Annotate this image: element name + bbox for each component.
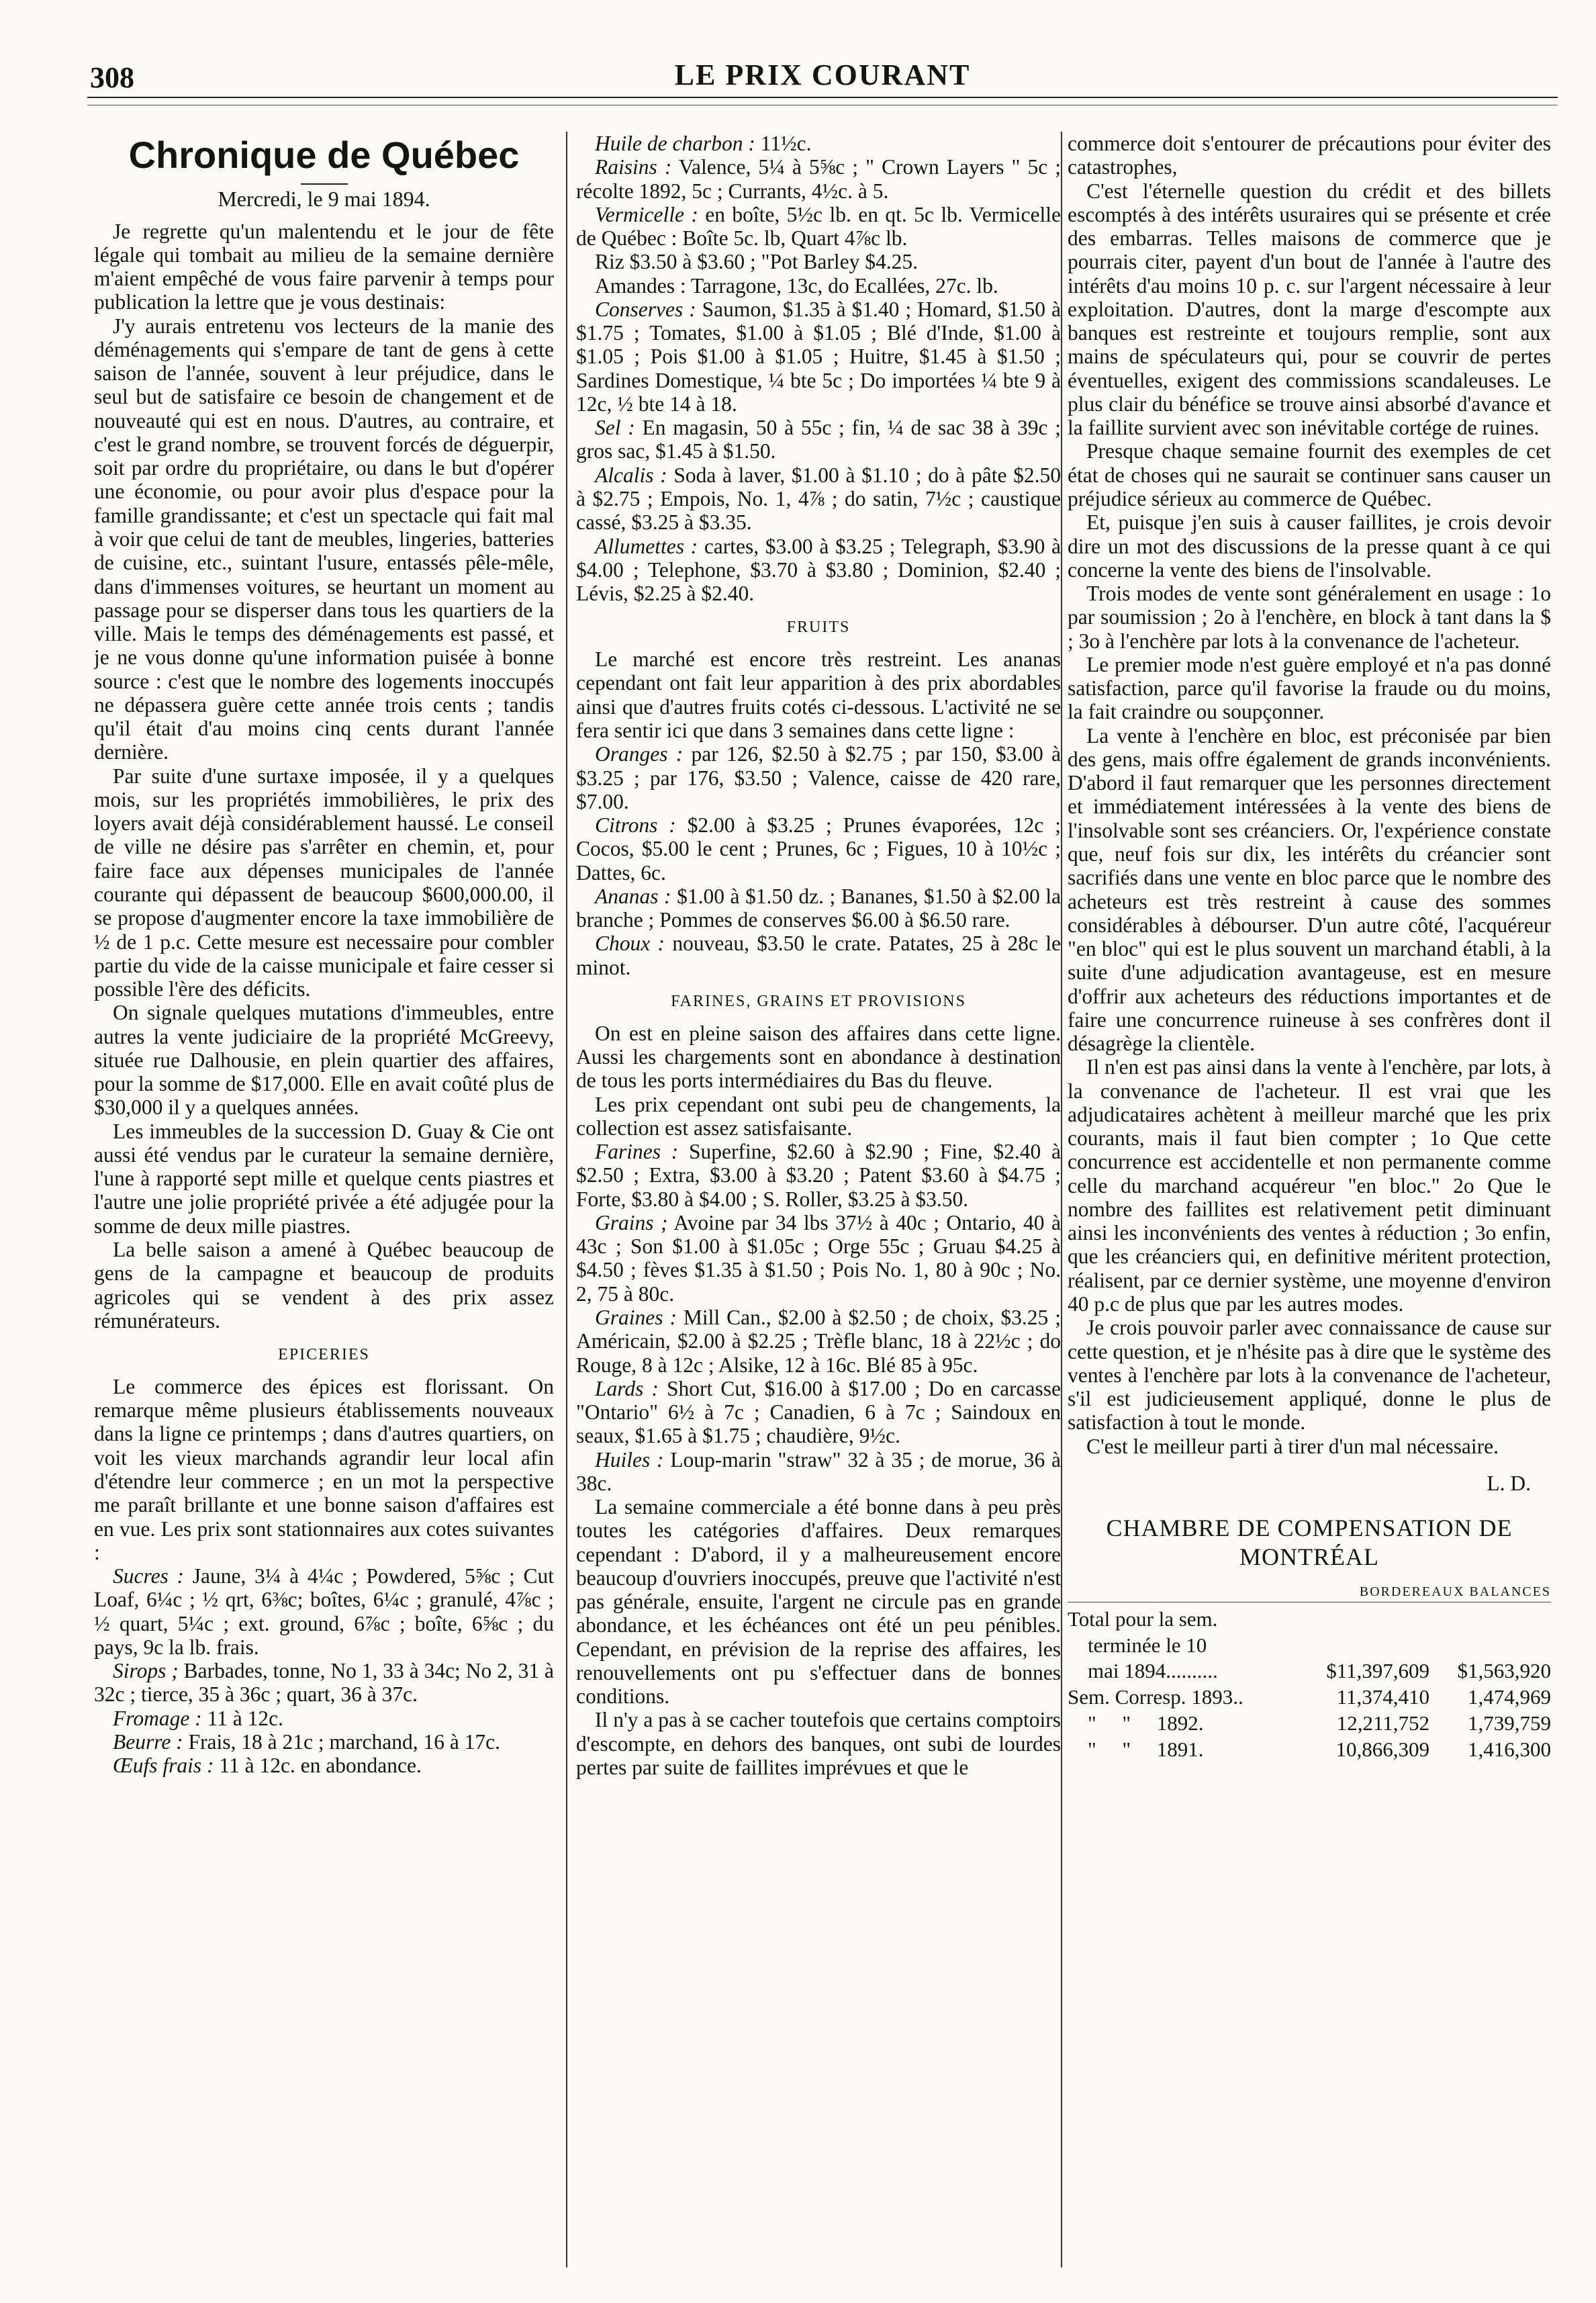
- price-item-label: Sucres :: [113, 1564, 185, 1588]
- price-item: [576, 416, 1061, 463]
- price-item: [576, 1448, 1061, 1496]
- price-item: [576, 250, 1061, 273]
- row-label: " " 1892.: [1088, 1711, 1204, 1735]
- price-item-label: Beurre :: [113, 1729, 183, 1754]
- paragraph: Il n'y a pas à se cacher toutefois que certains comptoirs d'escompte, en dehors des banques, ont subi de lourdes pertes par suite de faillites imprévues et que le: [576, 1708, 1061, 1780]
- column-2: [576, 132, 1061, 2267]
- bordereaux-value: [1296, 1607, 1430, 1633]
- price-item-text: Avoine par 34 lbs 37½ à 40c ; Ontario, 40 à 43c ; Son $1.00 à $1.05c ; Orge 55c ; Gruau $4.25 à $4.50 ; fèves $1.35 à $1.50 ; Pois No. 1, 80 à 90c ; No. 2, 75 à 80c.: [576, 1210, 1061, 1306]
- title-rule: [301, 183, 348, 185]
- bordereaux-value: 10,866,309: [1335, 1737, 1430, 1761]
- price-item-text: Mill Can., $2.00 à $2.50 ; de choix, $3.25 ; Américain, $2.00 à $2.25 ; Trèfle blanc, 18 à 22½c ; do Rouge, 8 à 12c ; Alsike, 12 à 16c. Blé 85 à 95c.: [576, 1305, 1061, 1377]
- page-number: 308: [90, 61, 134, 94]
- section-heading-farines: FARINES, GRAINS ET PROVISIONS: [671, 992, 966, 1010]
- price-item-label: Graines :: [595, 1305, 677, 1329]
- price-item-text: 11½c.: [755, 132, 812, 155]
- balances-value: [1429, 1607, 1551, 1633]
- price-item-text: par 126, $2.50 à $2.75 ; par 150, $3.00 à $3.25 ; par 176, $3.50 ; Valence, caisse de 420 rare, $7.00.: [576, 742, 1061, 813]
- row-label: mai 1894..........: [1088, 1659, 1218, 1683]
- paragraph: Trois modes de vente sont généralement en usage : 1o par soumission ; 2o à l'enchère, en block à tant dans la $ ; 3o à l'enchère par lots à la convenance de l'acheteur.: [1068, 582, 1551, 653]
- paragraph: Presque chaque semaine fournit des exemples de cet état de choses qui ne saurait se continuer sans causer un préjudice sérieux au commerce de Québec.: [1068, 439, 1551, 510]
- price-item: [576, 535, 1061, 606]
- paragraph: Le marché est encore très restreint. Les ananas cependant ont fait leur apparition à des prix abordables ainsi que d'autres fruits cotés ci-dessous. L'activité ne se fera sentir ici que dans 3 semaines dans cette ligne :: [576, 647, 1061, 742]
- bordereaux-value: 11,374,410: [1336, 1685, 1430, 1709]
- paragraph: Par suite d'une surtaxe imposée, il y a quelques mois, sur les propriétés immobilières, le prix des loyers avait déjà considérablement haussé. Le conseil de ville ne désire pas s'arrêter en chemin, et, pour faire face aux dépenses municipales de l'année courante qui dépassent de beaucoup $600,000.00, il se propose d'augmenter encore la taxe immobilière de ½ de 1 p.c. Cette mesure est necessaire pour combler partie du vide de la caisse municipale et faire cesser si possible l'ère des déficits.: [94, 764, 554, 1001]
- paragraph: J'y aurais entretenu vos lecteurs de la manie des déménagements qui s'empare de tant de gens à cette saison de l'année, souvent à leur préjudice, dans le seul but de satisfaire ce besoin de changement et de nouveauté qui est en nous. D'autres, au contraire, et c'est le grand nombre, se trouvent forcés de déguerpir, soit par ordre du propriétaire, ou dans le but d'opérer une économie, ou pour avoir plus d'espace pour la famille grandissante; et c'est un spectacle qui fait mal à voir que celui de tant de meubles, lingeries, batteries de cuisine, etc., suintant l'usure, entassés pêle-mêle, dans d'immenses voitures, se heurtant un moment au passage pour se disperser dans tous les quartiers de la ville. Mais le temps des déménagements est passé, et je ne vous donne qu'une information puisée à bonne source : c'est que le nombre des logements inoccupés ne dépassera guère cette année trois cents ; tandis qu'il était d'au moins cinq cents durant l'année dernière.: [94, 314, 554, 764]
- price-item: [94, 1564, 554, 1659]
- price-item-label: Sel :: [595, 416, 635, 440]
- price-item-text: Valence, 5¼ à 5⅝c ; " Crown Layers " 5c ; récolte 1892, 5c ; Currants, 4½c. à 5.: [576, 155, 1061, 203]
- price-item: [576, 1211, 1061, 1306]
- price-item-text: Saumon, $1.35 à $1.40 ; Homard, $1.50 à $1.75 ; Tomates, $1.00 à $1.05 ; Blé d'Inde, $1.00 à $1.05 ; Pois $1.00 à $1.05 ; Huitre, $1.45 à $1.50 ; Sardines Domestique, ¼ bte 5c ; Do importées ¼ bte 9 à 12c, ½ bte 14 à 18.: [576, 297, 1061, 416]
- balances-value: $1,563,920: [1457, 1659, 1551, 1683]
- paragraph: Je crois pouvoir parler avec connaissance de cause sur cette question, et je n'hésite pas à dire que le système des ventes à l'enchère par lots à la convenance de l'acheteur, s'il est judicieusement appliqué, donne le plus de satisfaction à tout le monde.: [1068, 1316, 1551, 1435]
- price-item-label: Huiles :: [595, 1447, 664, 1472]
- price-item-text: 11 à 12c. en abondance.: [214, 1754, 422, 1778]
- price-item: [576, 813, 1061, 885]
- price-item: [576, 298, 1061, 416]
- paragraph: La semaine commerciale a été bonne dans à peu près toutes les catégories d'affaires. Deux remarques cependant : D'abord, il y a malheureusement encore beaucoup d'ouvriers inoccupés, preuve que l'activité n'est pas générale, ensuite, l'argent ne circule pas en grande abondance, et les échéances ont été un peu pénibles. Cependant, en prévision de la reprise des affaires, les renouvellements ont pu s'effectuer dans de bonnes conditions.: [576, 1495, 1061, 1709]
- price-item: [576, 742, 1061, 813]
- price-item-text: 11 à 12c.: [201, 1706, 283, 1730]
- paragraph: Le premier mode n'est guère employé et n'a pas donné satisfaction, parce qu'il favorise la fraude ou du moins, la fait craindre ou soupçonner.: [1068, 652, 1551, 724]
- paragraph: Les prix cependant ont subi peu de changements, la collection est assez satisfaisante.: [576, 1092, 1061, 1140]
- price-item-text: $2.00 à $3.25 ; Prunes évaporées, 12c ; Cocos, $5.00 le cent ; Prunes, 6c ; Figues, 10 à 10½c ; Dattes, 6c.: [576, 813, 1061, 885]
- price-item-text: Barbades, tonne, No 1, 33 à 34c; No 2, 31 à 32c ; tierce, 35 à 36c ; quart, 36 à 37c.: [94, 1659, 554, 1707]
- price-item: [576, 885, 1061, 932]
- page-header: [87, 48, 1558, 98]
- price-item-label: Grains ;: [595, 1210, 668, 1234]
- price-item: [576, 1306, 1061, 1377]
- balances-value: [1429, 1633, 1551, 1659]
- price-item: [576, 463, 1061, 535]
- bordereaux-value: [1296, 1633, 1430, 1659]
- row-label: " " 1891.: [1088, 1737, 1204, 1761]
- paragraph: On est en pleine saison des affaires dans cette ligne. Aussi les chargements sont en abondance à destination de tous les ports intermédiaires du Bas du fleuve.: [576, 1021, 1061, 1093]
- price-item: [576, 132, 1061, 155]
- price-item-label: Allumettes :: [595, 534, 698, 558]
- paragraph: La vente à l'enchère en bloc, est préconisée par bien des gens, mais offre également de grands inconvénients. D'abord il faut remarquer que les personnes directement et immédiatement intéressées à la vente des biens de l'insolvable sont ses créanciers. Or, l'expérience constate que, neuf fois sur dix, les intérêts du créancier sont sacrifiés dans une vente en bloc parce que le nombre des acheteurs est très restreint à cause des sommes considérables à débourser. D'un autre côté, l'acquéreur "en bloc" qui est le plus souvent un marchand établi, à la suite d'une adjudication avantageuse, est en mesure d'offrir aux acheteurs des réductions importantes et de faire une concurrence ruineuse à ses confrères dont il désagrège la clientèle.: [1068, 723, 1551, 1056]
- paragraph: Et, puisque j'en suis à causer faillites, je crois devoir dire un mot des discussions de la presse quant à ce qui concerne la vente des biens de l'insolvable.: [1068, 510, 1551, 582]
- price-item-label: Ananas :: [595, 884, 671, 908]
- price-item-text: Short Cut, $16.00 à $17.00 ; Do en carcasse "Ontario" 6½ à 7c ; Canadien, 6 à 7c ; Saindoux en seaux, $1.65 à $1.75 ; chaudière, 9½c.: [576, 1376, 1061, 1448]
- column-1: [94, 132, 554, 2267]
- paragraph: La belle saison a amené à Québec beaucoup de gens de la campagne et beaucoup de produits agricoles qui se vendent à des prix assez rémunérateurs.: [94, 1237, 554, 1333]
- article-date: Mercredi, le 9 mai 1894.: [218, 186, 430, 211]
- price-item-label: Citrons :: [595, 813, 676, 838]
- paragraph: C'est le meilleur parti à tirer d'un mal nécessaire.: [1086, 1434, 1499, 1458]
- balances-value: 1,474,969: [1468, 1685, 1551, 1709]
- price-item-text: Loup-marin "straw" 32 à 35 ; de morue, 36 à 38c.: [576, 1447, 1061, 1495]
- column-divider: [566, 132, 567, 2267]
- price-item-text: Soda à laver, $1.00 à $1.10 ; do à pâte $2.50 à $2.75 ; Empois, No. 1, 4⅞ ; do satin, 7½c ; caustique cassé, $3.25 à $3.35.: [576, 463, 1061, 535]
- balances-value: 1,739,759: [1468, 1711, 1551, 1735]
- price-item-text: Superfine, $2.60 à $2.90 ; Fine, $2.40 à $2.50 ; Extra, $3.00 à $3.20 ; Patent $3.60 à $4.75 ; Forte, $3.80 à $4.00 ; S. Roller, $3.25 à $3.50.: [576, 1140, 1061, 1211]
- price-item-label: Choux :: [595, 932, 665, 956]
- paragraph: Il n'en est pas ainsi dans la vente à l'enchère, par lots, à la convenance de l'acheteur. Il est vrai que les adjudicataires achètent à meilleur marché que les prix courants, mais il faut bien compter ; 1o Que cette concurrence est accidentelle et non permanente comme celle du marchand acquéreur "en bloc." 2o Que le nombre des faillites est relativement petit diminuant ainsi les inconvénients des ventes à réduction ; 3o enfin, que les créanciers qui, en definitive méritent protection, réalisent, par ce dernier système, une moyenne d'environ 40 p.c de plus que par les autres modes.: [1068, 1055, 1551, 1316]
- table-row: [1068, 1737, 1551, 1763]
- price-item-text: en boîte, 5½c lb. en qt. 5c lb. Vermicelle de Québec : Boîte 5c. lb, Quart 4⅞c lb.: [576, 202, 1061, 251]
- bordereaux-value: $11,397,609: [1326, 1659, 1430, 1683]
- price-item-label: Œufs frais :: [113, 1754, 214, 1778]
- table-row: [1068, 1633, 1551, 1659]
- price-item-text: nouveau, $3.50 le crate. Patates, 25 à 28c le minot.: [576, 932, 1061, 979]
- price-item-text: cartes, $3.00 à $3.25 ; Telegraph, $3.90 à $4.00 ; Telephone, $3.70 à $3.80 ; Dominion, $2.40 ; Lévis, $2.25 à $2.40.: [576, 534, 1061, 606]
- price-item-label: Alcalis :: [595, 463, 667, 487]
- price-item: [576, 1140, 1061, 1211]
- clearing-table: [1068, 1607, 1551, 1762]
- article-title: Chronique de Québec: [128, 134, 520, 176]
- journal-title: LE PRIX COURANT: [674, 58, 971, 91]
- bordereaux-value: 12,211,752: [1336, 1711, 1430, 1735]
- price-item: [94, 1754, 554, 1777]
- price-item-label: Fromage :: [113, 1706, 202, 1730]
- column-divider: [1061, 132, 1062, 2267]
- section-heading-fruits: FRUITS: [786, 619, 851, 637]
- price-item: [576, 1377, 1061, 1448]
- price-item-label: Lards :: [595, 1376, 659, 1400]
- price-item: [94, 1707, 554, 1730]
- price-item-text: Frais, 18 à 21c ; marchand, 16 à 17c.: [183, 1729, 501, 1754]
- table-row: [1068, 1711, 1551, 1737]
- price-item-label: Huile de charbon :: [595, 132, 755, 155]
- price-item-text: Riz $3.50 à $3.60 ; "Pot Barley $4.25.: [595, 250, 918, 274]
- price-item-label: Conserves :: [595, 297, 696, 321]
- paragraph: C'est l'éternelle question du crédit et des billets escomptés à des intérêts usuraires qui se présente et crée des embarras. Telles maisons de commerce que je pourrais citer, payent d'un bout de l'année à l'autre des intérêts d'au moins 10 p. c. sur l'argent nécessaire à leur exploitation. D'autres, dont la marge d'escompte aux banques est restreinte et toujours remplie, sont aux mains de spéculateurs qui, pour se couvrir de pertes éventuelles, exigent des commissions scandaleuses. Le plus clair du bénéfice se trouve ainsi absorbé d'avance et la faillite survient avec son inévitable cortége de ruines.: [1068, 179, 1551, 440]
- paragraph: Je regrette qu'un malentendu et le jour de fête légale qui tombait au milieu de la semaine dernière m'aient empêché de vous faire parvenir à temps pour publication la lettre que je vous destinais:: [94, 219, 554, 314]
- paragraph: On signale quelques mutations d'immeubles, entre autres la vente judiciaire de la propriété McGreevy, située rue Dalhousie, en plein quartier des affaires, pour la somme de $17,000. Elle en avait coûté plus de $30,000 il y a quelques années.: [94, 1001, 554, 1120]
- price-item: [576, 274, 1061, 298]
- price-item: [576, 155, 1061, 203]
- row-label: terminée le 10: [1088, 1633, 1207, 1657]
- paragraph: Les immeubles de la succession D. Guay & Cie ont aussi été vendus par le curateur la semaine dernière, l'une à rapporté sept mille et quelque cents piastres et l'autre une jolie propriété privée a été adjugée pour la somme de deux mille piastres.: [94, 1119, 554, 1238]
- paragraph: Le commerce des épices est florissant. On remarque même plusieurs établissements nouveaux dans la ligne ce printemps ; dans d'autres quartiers, on voit les vieux marchands agrandir leur local afin d'étendre leur commerce ; en un mot la perspective me paraît brillante et une bonne saison d'affaires est en vue. Les prix sont stationnaires aux cotes suivantes :: [94, 1374, 554, 1564]
- price-item-label: Farines :: [595, 1140, 679, 1164]
- price-item: [576, 203, 1061, 251]
- price-item-label: Sirops ;: [113, 1659, 179, 1683]
- price-item-text: Amandes : Tarragone, 13c, do Ecallées, 27c. lb.: [595, 273, 998, 298]
- section-heading-epiceries: EPICERIES: [278, 1346, 370, 1364]
- price-item-text: En magasin, 50 à 55c ; fin, ¼ de sac 38 à 39c ; gros sac, $1.45 à $1.50.: [576, 416, 1061, 463]
- price-item-label: Raisins :: [595, 155, 672, 179]
- row-label: Sem. Corresp. 1893..: [1068, 1685, 1243, 1709]
- table-row: [1068, 1658, 1551, 1684]
- author-signature: L. D.: [1487, 1471, 1531, 1495]
- price-item-label: Oranges :: [595, 742, 684, 766]
- paragraph: commerce doit s'entourer de précautions pour éviter des catastrophes,: [1068, 132, 1551, 179]
- price-item: [94, 1730, 554, 1754]
- row-label: Total pour la sem.: [1068, 1607, 1218, 1631]
- column-3: [1068, 132, 1551, 2267]
- price-item-text: $1.00 à $1.50 dz. ; Bananes, $1.50 à $2.00 la branche ; Pommes de conserves $6.00 à $6.50 rare.: [576, 884, 1061, 932]
- price-item-text: Jaune, 3¼ à 4¼c ; Powdered, 5⅝c ; Cut Loaf, 6¼c ; ½ qrt, 6⅜c; boîtes, 6¼c ; granulé, 4⅞c ; ½ quart, 5¼c ; ext. ground, 6⅞c ; boîte, 6⅝c ; du pays, 9c la lb. frais.: [94, 1564, 554, 1659]
- price-item-label: Vermicelle :: [595, 202, 698, 226]
- table-row: [1068, 1607, 1551, 1633]
- clearing-table-headers: BORDEREAUX BALANCES: [1068, 1584, 1551, 1602]
- price-item: [576, 932, 1061, 979]
- clearing-house-title: CHAMBRE DE COMPENSATION DE MONTRÉAL: [1106, 1515, 1513, 1571]
- balances-value: 1,416,300: [1468, 1737, 1551, 1761]
- table-row: [1068, 1684, 1551, 1711]
- price-item: [94, 1659, 554, 1707]
